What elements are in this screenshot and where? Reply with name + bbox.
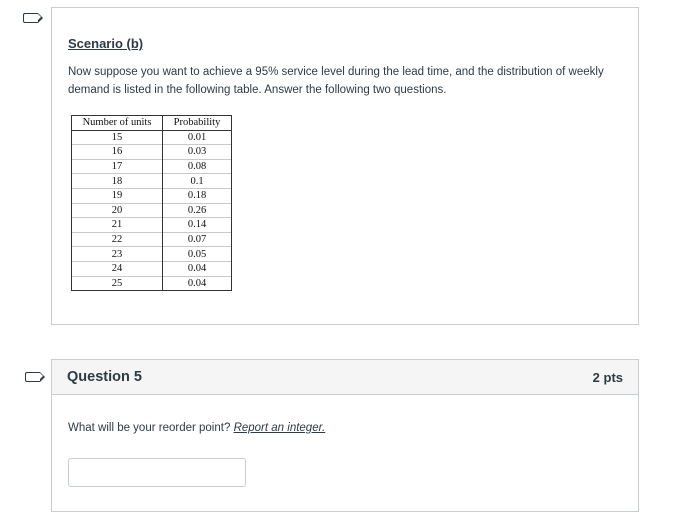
header-probability: Probability	[163, 116, 232, 131]
units-cell: 16	[72, 145, 163, 160]
units-cell: 23	[72, 247, 163, 262]
units-cell: 19	[72, 188, 163, 203]
table-row	[72, 159, 232, 174]
answer-input[interactable]	[68, 458, 246, 487]
probability-cell: 0.07	[163, 232, 232, 247]
table-row	[72, 247, 232, 262]
units-cell: 15	[72, 130, 163, 145]
scenario-panel	[51, 7, 639, 325]
probability-cell: 0.04	[163, 261, 232, 276]
flag-icon[interactable]	[23, 13, 38, 23]
table-row	[72, 188, 232, 203]
table-row	[72, 203, 232, 218]
probability-cell: 0.18	[163, 188, 232, 203]
flag-question-icon[interactable]	[25, 372, 40, 382]
units-cell: 22	[72, 232, 163, 247]
header-number-of-units: Number of units	[72, 116, 163, 131]
question-prompt: What will be your reorder point?	[68, 422, 234, 434]
units-cell: 21	[72, 218, 163, 233]
table-row	[72, 276, 232, 291]
probability-cell: 0.08	[163, 159, 232, 174]
probability-cell: 0.1	[163, 174, 232, 189]
table-row	[72, 232, 232, 247]
units-cell: 25	[72, 276, 163, 291]
units-cell: 24	[72, 261, 163, 276]
probability-cell: 0.03	[163, 145, 232, 160]
probability-cell: 0.04	[163, 276, 232, 291]
question-title: Question 5	[67, 369, 142, 385]
table-row	[72, 174, 232, 189]
probability-cell: 0.26	[163, 203, 232, 218]
table-row	[72, 261, 232, 276]
table-row	[72, 145, 232, 160]
table-row	[72, 130, 232, 145]
table-header-row	[72, 116, 232, 131]
units-cell: 20	[72, 203, 163, 218]
question-points: 2 pts	[592, 370, 623, 385]
probability-cell: 0.01	[163, 130, 232, 145]
probability-cell: 0.05	[163, 247, 232, 262]
question-header	[52, 360, 638, 395]
scenario-description: Now suppose you want to achieve a 95% service level during the lead time, and the distribution of weekly demand is listed in the following table. Answer the following two questions.	[68, 66, 604, 96]
scenario-title: Scenario (b)	[68, 36, 144, 51]
units-cell: 17	[72, 159, 163, 174]
question-text	[68, 422, 325, 434]
probability-cell: 0.14	[163, 218, 232, 233]
table-row	[72, 218, 232, 233]
question-hint: Report an integer.	[233, 422, 326, 434]
question-panel	[51, 359, 639, 512]
demand-distribution-table	[71, 115, 232, 291]
units-cell: 18	[72, 174, 163, 189]
